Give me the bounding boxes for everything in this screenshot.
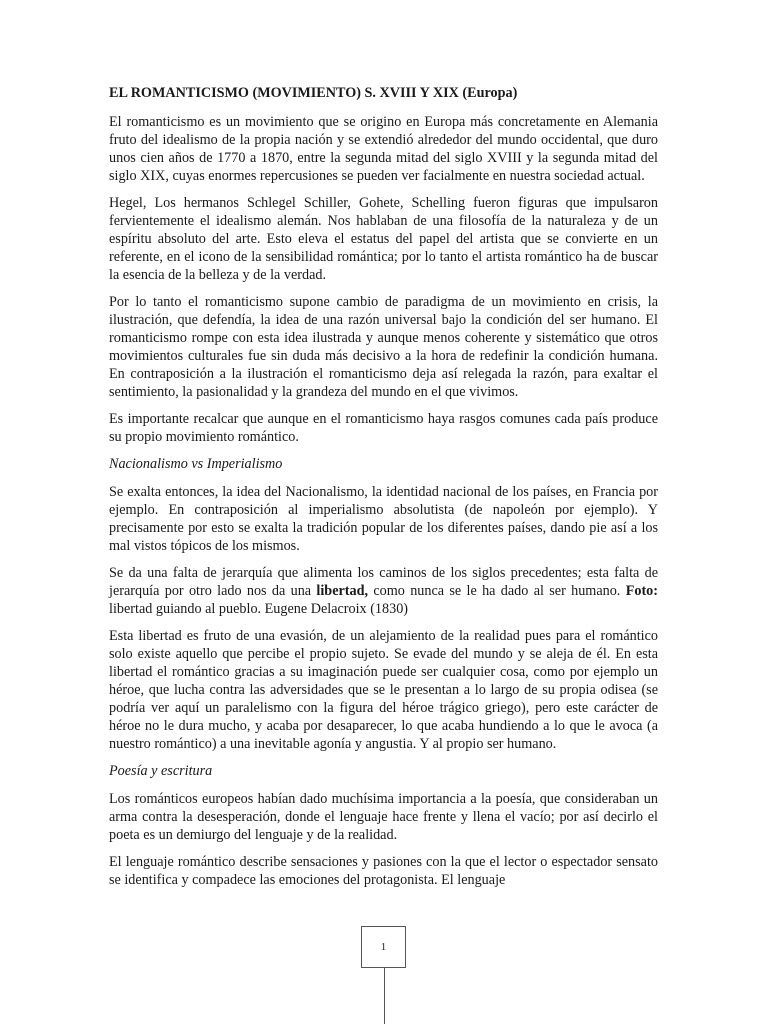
section-heading-poetry: Poesía y escritura bbox=[109, 763, 213, 779]
paragraph-language: El lenguaje romántico describe sensaciones y pasiones con la que el lector o espectador sensato se identifica y compadece las emociones del protagonista. El lenguaje bbox=[109, 854, 658, 888]
paragraph-freedom bbox=[109, 564, 658, 618]
page-number: 1 bbox=[380, 941, 387, 953]
section-heading-nationalism: Nacionalismo vs Imperialismo bbox=[109, 456, 283, 472]
text-run: como nunca se le ha dado al ser humano. bbox=[368, 583, 626, 599]
paragraph-nationalism: Se exalta entonces, la idea del Nacionalismo, la identidad nacional de los países, en Francia por ejemplo. En contraposición al imperialismo absolutista (de napoleón por ejemplo). Y precisamente por esto se exalta la tradición popular de los diferentes países, dando pie así a los mal vistos tópicos de los mismos. bbox=[109, 484, 658, 554]
text-run: Se da una falta de jerarquía que alimenta los caminos de los siglos precedentes; esta falta de jerarquía por otro lado nos da una bbox=[109, 565, 658, 599]
page-number-connector-line bbox=[384, 968, 385, 1024]
paragraph-evasion: Esta libertad es fruto de una evasión, de un alejamiento de la realidad pues para el romántico solo existe aquello que percibe el propio sujeto. Se evade del mundo y se aleja de él. En esta libertad el romántico gracias a su imaginación puede ser cualquier cosa, como por ejemplo un héroe, que lucha contra las adversidades que se le presentan a lo largo de su propia odisea (se podría ver aquí un paralelismo con la figura del héroe trágico griego), pero este carácter de héroe no le dura mucho, y acaba por desaparecer, lo que acaba hundiendo a lo que le avoca (a nuestro romántico) a una inevitable agonía y angustia. Y al propio ser humano. bbox=[109, 628, 658, 752]
paragraph-idealism: Hegel, Los hermanos Schlegel Schiller, Gohete, Schelling fueron figuras que impulsaron fervientemente el idealismo alemán. Nos hablaban de una filosofía de la naturaleza y de un espíritu absoluto del arte. Esto eleva el estatus del papel del artista que se convierte en un referente, en el icono de la sensibilidad romántica; por lo tanto el artista romántico ha de buscar la esencia de la belleza y de la verdad. bbox=[109, 195, 658, 283]
paragraph-poetry: Los románticos europeos habían dado muchísima importancia a la poesía, que consideraban un arma contra la desesperación, donde el lenguaje hace frente y llena el vacío; por así decirlo el poeta es un demiurgo del lenguaje y de la realidad. bbox=[109, 791, 658, 843]
bold-text-libertad: libertad, bbox=[316, 583, 369, 599]
paragraph-paradigm: Por lo tanto el romanticismo supone cambio de paradigma de un movimiento en crisis, la ilustración, que defendía, la idea de una razón universal bajo la condición del ser humano. El romanticismo rompe con esta idea ilustrada y aunque menos coherente y sistemático que otros movimientos culturales fue sin duda más decisivo a la hora de redefinir la condición humana. En contraposición a la ilustración el romanticismo deja así relegada la razón, para exaltar el sentimiento, la pasionalidad y la grandeza del mundo en el que vivimos. bbox=[109, 294, 658, 400]
bold-text-foto: Foto: bbox=[625, 583, 658, 599]
page-number-box bbox=[361, 926, 406, 968]
paragraph-national-movements: Es importante recalcar que aunque en el romanticismo haya rasgos comunes cada país produce su propio movimiento romántico. bbox=[109, 411, 658, 445]
document-title: EL ROMANTICISMO (MOVIMIENTO) S. XVIII Y XIX (Europa) bbox=[109, 85, 518, 101]
text-run: libertad guiando al pueblo. Eugene Delacroix (1830) bbox=[109, 601, 409, 617]
document-body bbox=[109, 84, 658, 898]
paragraph-intro: El romanticismo es un movimiento que se origino en Europa más concretamente en Alemania fruto del idealismo de la propia nación y se extendió alrededor del mundo occidental, que duro unos cien años de 1770 a 1870, entre la segunda mitad del siglo XVIII y la segunda mitad del siglo XIX, cuyas enormes repercusiones se pueden ver facialmente en nuestra sociedad actual. bbox=[109, 114, 658, 184]
